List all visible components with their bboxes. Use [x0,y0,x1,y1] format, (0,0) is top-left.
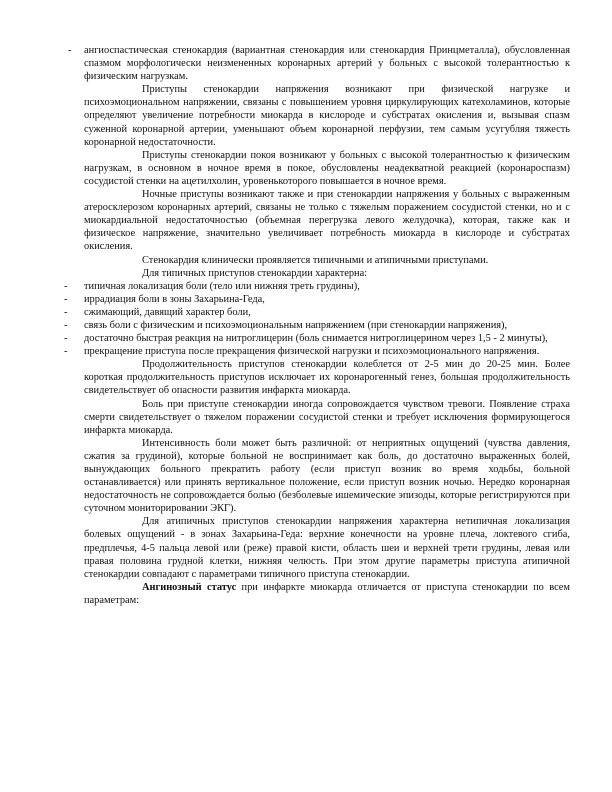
list-item-vasospastic [68,44,570,83]
paragraph-exertional-angina: Приступы стенокардии напряжения возникают при физической нагрузке и психоэмоциональном напряжении, связаны с повышением уровня циркулирующих катехоламинов, которые определяют увеличение потребности миокарда в кислороде и субстратах окисления и, вызывая спазм суженной коронарной артерии, уменьшают объем коронарной перфузии, тем самым усугубляя тяжесть коронарной недостаточности. [84,84,570,148]
list-bullet: - [64,333,68,345]
list-item-text: связь боли с физическим и психоэмоциональным напряжением (при стенокардии напряжения), [84,319,508,331]
paragraph-anxiety: Боль при приступе стенокардии иногда сопровождается чувством тревоги. Появление страха смерти свидетельствует о тяжелом поражении сосудистой стенки и требует исключения формирующегося инфаркта миокарда. [84,398,570,436]
list-item-text: ангиоспастическая стенокардия (вариантная стенокардия или стенокардия Принцметалла), обусловленная спазмом морфологически неизмененных коронарных артерий у больных с высокой толерантностью к физическим нагрузкам. [84,45,570,83]
list-item-text: достаточно быстрая реакция на нитроглицерин (боль снимается нитроглицерином через 1,5 - 2 минуты), [84,333,548,345]
paragraph-typical-intro: Для типичных приступов стенокардии характерна: [142,267,368,279]
list-item [64,332,570,345]
paragraph-clinical-manifestation: Стенокардия клинически проявляется типичными и атипичными приступами. [142,254,489,266]
typical-attack-list [64,280,570,359]
list-item-text: прекращение приступа после прекращения физической нагрузки и психоэмоционального напряжения. [84,346,540,358]
list-bullet: - [64,346,68,358]
paragraph-anginal-status [84,581,570,607]
list-item [64,293,570,306]
list-bullet: - [64,280,68,292]
anginal-status-text: при инфаркте миокарда отличается от приступа стенокардии по всем параметрам: [84,581,570,606]
list-bullet: - [64,306,68,318]
list-item [64,306,570,319]
list-item-text: иррадиация боли в зоны Захарьина-Геда, [84,293,265,305]
paragraph-rest-angina: Приступы стенокардии покоя возникают у больных с высокой толерантностью к физическим нагрузкам, в основном в ночное время в покое, обусловлены неадекватной реакцией (коронароспазм) сосудистой стенки на ацетилхолин, уровенькоторого повышается в ночное время. [84,149,570,187]
paragraph-night-attacks: Ночные приступы возникают также и при стенокардии напряжения у больных с выраженным атеросклерозом коронарных артерий, связаны не только с тяжелым поражением сосудистой стенки, но и с миокардиальной недостаточностью (объемная перегрузка левого желудочка), которая, также как и физическое напряжение, значительно увеличивает потребность миокарда в кислороде и субстратах окисления. [84,189,570,253]
list-bullet: - [64,293,68,305]
list-bullet: - [64,319,68,331]
paragraph-duration: Продолжительность приступов стенокардии колеблется от 2-5 мин до 20-25 мин. Более короткая продолжительность приступов исключает их коронарогенный генез, большая продолжительность свидетельствует об опасности развития инфаркта миокарда. [84,359,570,397]
list-item [64,319,570,332]
list-bullet: - [68,45,72,56]
list-item-text: типичная локализация боли (тело или нижняя треть грудины), [84,280,360,292]
paragraph-intensity: Интенсивность боли может быть различной: от неприятных ощущений (чувства давления, сжатия за грудиной), которые больной не воспринимает как боль, до достаточно выраженных болей, вынуждающих больного прекратить работу (если приступ возник во время ходьбы, больной останавливается) или принять вертикальное положение, если приступ возник ночью. Нередко коронарная недостаточность не сопровождается болью (безболевые ишемические эпизоды, которые регистрируются при суточном мониторировании ЭКГ). [84,437,570,515]
list-item [64,280,570,293]
anginal-status-term: Ангинозный статус [142,581,237,593]
document-body [64,44,570,607]
list-item-text: сжимающий, давящий характер боли, [84,306,251,318]
paragraph-atypical: Для атипичных приступов стенокардии напряжения характерна нетипичная локализация болевых ощущений - в зонах Захарьина-Геда: верхние конечности на уровне плеча, локтевого сгиба, предплечья, 4-5 пальца левой или (реже) правой кисти, область шеи и верхней трети грудины, левая или правая половина грудной клетки, нижняя челюсть. При этом другие параметры приступа атипичной стенокардии совпадают с параметрами типичного приступа стенокардии. [84,516,570,580]
list-item [64,345,570,358]
